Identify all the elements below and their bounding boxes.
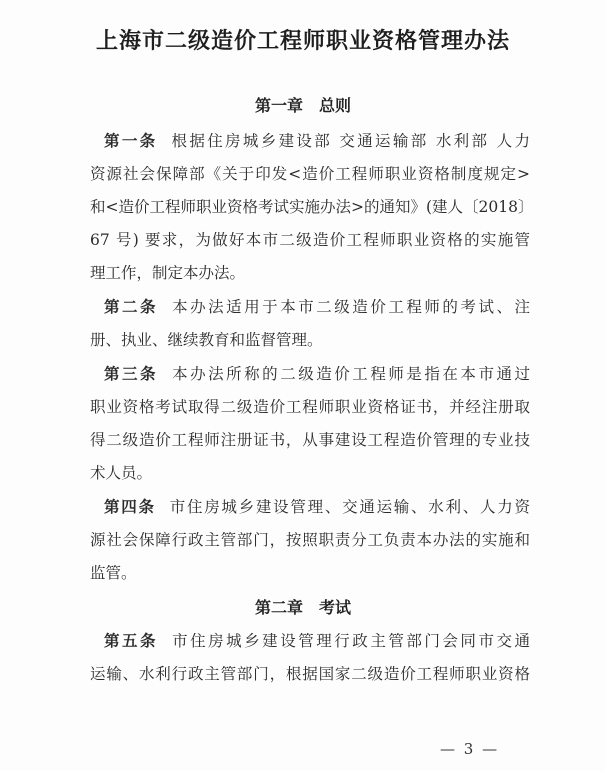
article-2-line-1 — [104, 297, 530, 317]
article-2-text: 本办法适用于本市二级造价工程师的考试、注 — [172, 298, 530, 316]
chapter-1-heading: 第一章 总则 — [254, 96, 351, 115]
article-1-line-3: 和<造价工程师职业资格考试实施办法>的通知》(建人〔2018〕 — [90, 198, 534, 216]
article-4-line-2: 源社会保障行政主管部门，按照职责分工负责本办法的实施和 — [90, 531, 530, 549]
document-title: 上海市二级造价工程师职业资格管理办法 — [95, 29, 510, 54]
article-2-line-2: 册、执业、继续教育和监督管理。 — [90, 331, 323, 349]
article-5-line-1 — [104, 631, 530, 651]
article-4-line-1 — [104, 497, 530, 517]
article-5-label: 第五条 — [104, 632, 159, 650]
article-3-line-1 — [104, 364, 530, 384]
article-3-line-4: 术人员。 — [90, 464, 153, 482]
chapter-2-heading: 第二章 考试 — [254, 598, 351, 617]
article-2-label: 第二条 — [104, 298, 159, 316]
article-4-text: 市住房城乡建设管理、交通运输、水利、人力资 — [169, 498, 530, 516]
article-1-text: 根据住房城乡建设部 交通运输部 水利部 人力 — [171, 132, 530, 150]
article-5-line-2: 运输、水利行政主管部门，根据国家二级造价工程师职业资格 — [90, 665, 530, 683]
article-3-label: 第三条 — [104, 365, 159, 383]
article-3-text: 本办法所称的二级造价工程师是指在本市通过 — [172, 365, 530, 383]
article-3-line-2: 职业资格考试取得二级造价工程师职业资格证书，并经注册取 — [90, 398, 530, 416]
article-3-line-3: 得二级造价工程师注册证书，从事建设工程造价管理的专业技 — [90, 431, 530, 449]
article-1-line-4: 67 号) 要求，为做好本市二级造价工程师职业资格的实施管 — [90, 231, 530, 249]
article-5-text: 市住房城乡建设管理行政主管部门会同市交通 — [172, 632, 530, 650]
article-1-line-5: 理工作，制定本办法。 — [90, 264, 246, 282]
page-number: — 3 — — [440, 740, 500, 758]
article-1-label: 第一条 — [104, 132, 158, 150]
article-4-line-3: 监管。 — [90, 564, 137, 582]
article-4-label: 第四条 — [104, 498, 156, 516]
article-1-line-1 — [104, 131, 530, 151]
article-1-line-2: 资源社会保障部《关于印发<造价工程师职业资格制度规定> — [90, 165, 530, 183]
